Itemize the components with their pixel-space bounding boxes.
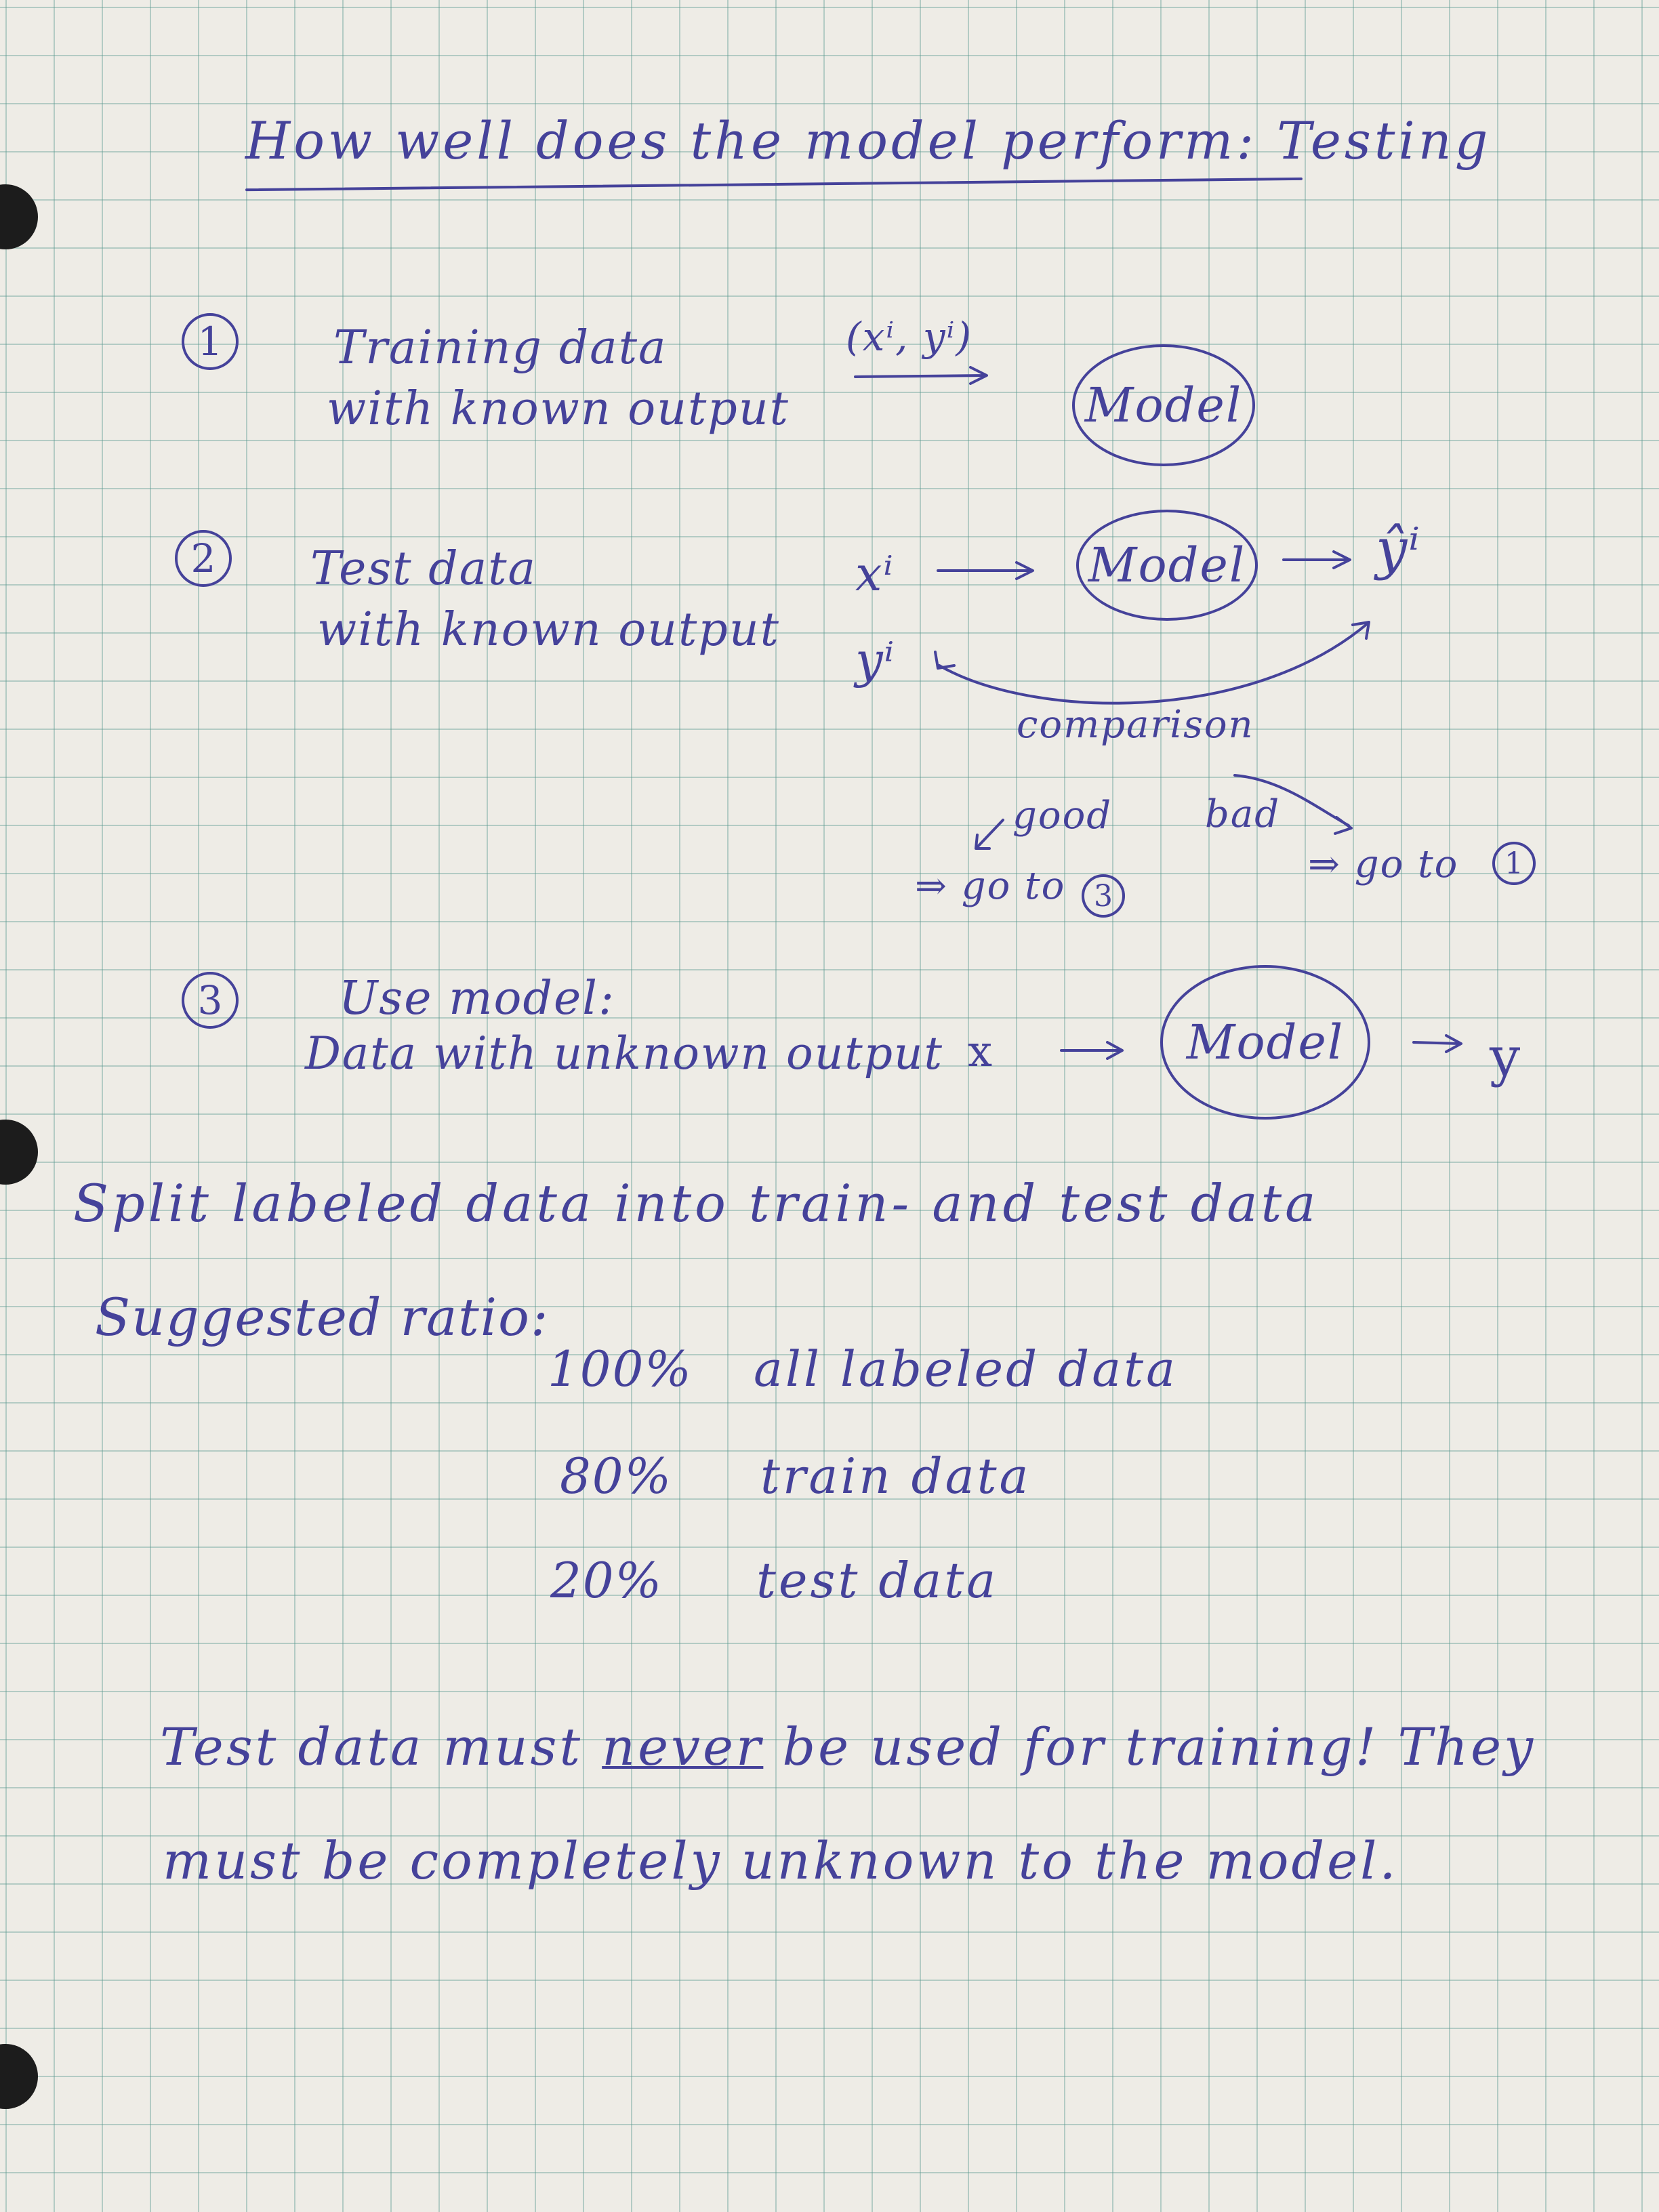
step-3-number: 3: [182, 972, 239, 1029]
step-2-prediction: ŷⁱ: [1376, 517, 1421, 581]
step-3-output-arrow: [1414, 1036, 1461, 1052]
comparison-arc-head-left: [935, 652, 954, 668]
step-2-actual: yⁱ: [855, 632, 896, 689]
note-line-2: must be completely unknown to the model.: [163, 1830, 1399, 1891]
step-1-arrow-label: (xⁱ, yⁱ): [846, 314, 972, 360]
step-1-line2: with known output: [327, 382, 790, 436]
step-1-line1: Training data: [333, 321, 668, 375]
step-3-input: x: [968, 1027, 994, 1077]
step-1-model-label: Model: [1084, 377, 1243, 433]
outcome-bad: bad: [1205, 792, 1281, 836]
split-instruction: Split labeled data into train- and test data: [73, 1173, 1319, 1233]
note-emphasis: never: [602, 1717, 764, 1777]
step-3-model-label: Model: [1186, 1015, 1345, 1070]
step-3-output: y: [1490, 1025, 1522, 1088]
page-title: How well does the model perform: Testing: [245, 110, 1492, 171]
step-2-number: 2: [175, 530, 232, 587]
step-2-line1: Test data: [310, 542, 537, 596]
ratio-row-1-desc: all labeled data: [754, 1340, 1179, 1397]
step-2-input-arrow: [938, 562, 1033, 579]
step-1-number: 1: [182, 313, 239, 370]
step-3-input-arrow: [1061, 1042, 1122, 1059]
note-part-1: Test data must: [160, 1717, 583, 1777]
note-part-2: be used for training! They: [782, 1717, 1536, 1777]
comparison-label: comparison: [1017, 703, 1254, 747]
outcome-bad-target: 1: [1492, 842, 1536, 885]
ratio-row-3-desc: test data: [756, 1552, 999, 1609]
ratio-row-2-pct: 80%: [560, 1448, 673, 1504]
step-3-line2: Data with unknown output: [305, 1027, 943, 1080]
bad-arrow: [1235, 775, 1351, 834]
step-3-line1: Use model:: [339, 972, 615, 1025]
good-arrow: [976, 820, 1003, 848]
step-2-input: xⁱ: [855, 546, 895, 602]
outcome-good-target: 3: [1082, 874, 1125, 918]
step-2-model-label: Model: [1088, 537, 1246, 593]
ratio-label: Suggested ratio:: [95, 1287, 550, 1347]
outcome-good-action: ⇒ go to: [915, 864, 1066, 908]
outcome-bad-action: ⇒ go to: [1308, 842, 1459, 886]
ratio-row-3-pct: 20%: [550, 1552, 663, 1609]
ratio-row-2-desc: train data: [760, 1448, 1031, 1504]
step-2-output-arrow: [1284, 552, 1350, 568]
outcome-good: good: [1012, 794, 1113, 838]
ratio-row-1-pct: 100%: [548, 1340, 693, 1397]
step-2-line2: with known output: [317, 603, 780, 657]
comparison-arc: [939, 623, 1368, 703]
step-1-arrow: [855, 367, 987, 384]
